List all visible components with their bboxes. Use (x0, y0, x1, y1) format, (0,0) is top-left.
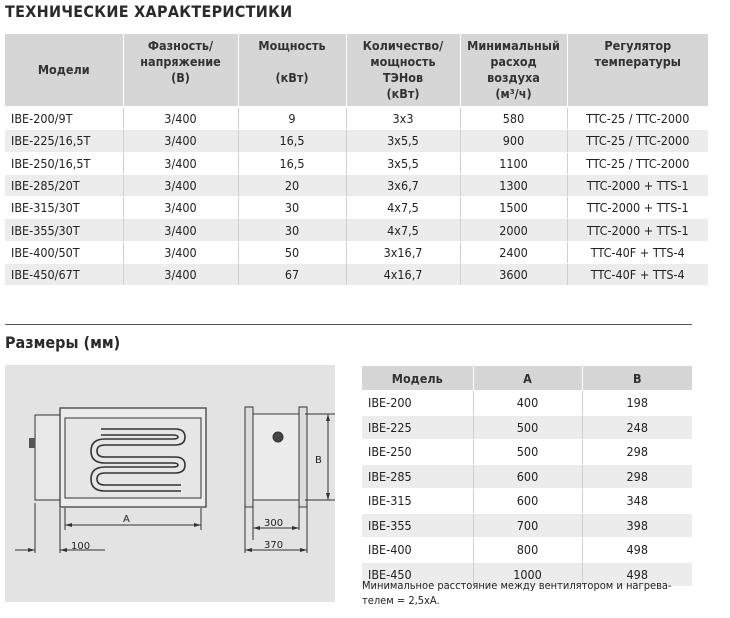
table-row (362, 440, 692, 465)
column-header: Модель (362, 366, 473, 391)
front-view (15, 408, 206, 553)
installation-note: Минимальное расстояние между вентилятором и нагрева- телем = 2,5хА. (362, 579, 672, 607)
table-cell: 1500 (460, 197, 567, 219)
table-cell: TTC-2000 + TTS-1 (567, 174, 708, 196)
table-cell: 67 (238, 264, 346, 286)
table-cell: 3/400 (123, 219, 238, 241)
table-cell: 3/400 (123, 197, 238, 219)
table-cell: 3x5,5 (346, 152, 460, 174)
table-cell: TTC-25 / TTC-2000 (567, 152, 708, 174)
table-row (362, 464, 692, 489)
table-cell: 298 (582, 464, 692, 489)
table-cell: 9 (238, 107, 346, 130)
dim-370: 370 (264, 540, 284, 551)
column-header: Регулятор температуры (567, 34, 708, 107)
table-cell: 3/400 (123, 241, 238, 263)
table-cell: 2400 (460, 241, 567, 263)
table-cell: 3/400 (123, 174, 238, 196)
table-cell: IBE-250 (362, 440, 473, 465)
table-cell: 30 (238, 219, 346, 241)
table-row (362, 489, 692, 514)
table-cell: 398 (582, 513, 692, 538)
section-divider (5, 324, 692, 325)
table-cell: 1000 (473, 562, 582, 587)
table-row (5, 241, 708, 263)
table-cell: 900 (460, 130, 567, 152)
table-cell: 50 (238, 241, 346, 263)
arrow-icon (253, 526, 260, 530)
table-cell: TTC-25 / TTC-2000 (567, 130, 708, 152)
arrow-icon (194, 523, 201, 527)
table-row (5, 219, 708, 241)
column-header: Модели (5, 34, 123, 107)
table-cell: IBE-355/30T (5, 219, 123, 241)
table-cell: 1300 (460, 174, 567, 196)
page-title: ТЕХНИЧЕСКИЕ ХАРАКТЕРИСТИКИ (5, 2, 293, 21)
table-cell: IBE-250/16,5T (5, 152, 123, 174)
table-row (5, 197, 708, 219)
table-cell: 580 (460, 107, 567, 130)
arrow-icon (28, 548, 35, 552)
table-cell: IBE-225/16,5T (5, 130, 123, 152)
column-header: Минимальный расход воздуха (м³/ч) (460, 34, 567, 107)
table-cell: 248 (582, 415, 692, 440)
dimension-drawing (5, 365, 335, 602)
table-cell: 30 (238, 197, 346, 219)
arrow-icon (245, 548, 252, 552)
spec-body (5, 107, 708, 286)
table-cell: IBE-200 (362, 391, 473, 416)
table-cell: 600 (473, 464, 582, 489)
table-cell: IBE-355 (362, 513, 473, 538)
table-cell: 498 (582, 538, 692, 563)
table-cell: IBE-285/20T (5, 174, 123, 196)
spec-header-row (5, 34, 708, 107)
table-cell: 3x5,5 (346, 130, 460, 152)
table-row (5, 174, 708, 196)
table-cell: 1100 (460, 152, 567, 174)
table-row (362, 538, 692, 563)
table-cell: 3x6,7 (346, 174, 460, 196)
table-cell: 3/400 (123, 152, 238, 174)
dims-body (362, 391, 692, 587)
table-cell: 500 (473, 440, 582, 465)
table-cell: 3600 (460, 264, 567, 286)
table-row (5, 130, 708, 152)
table-cell: 400 (473, 391, 582, 416)
table-cell: 16,5 (238, 152, 346, 174)
table-cell: 3/400 (123, 130, 238, 152)
table-cell: 700 (473, 513, 582, 538)
table-row (5, 264, 708, 286)
arrow-icon (65, 523, 72, 527)
dims-header-row (362, 366, 692, 391)
table-cell: 198 (582, 391, 692, 416)
table-cell: 16,5 (238, 130, 346, 152)
table-cell: IBE-450/67T (5, 264, 123, 286)
table-cell: IBE-285 (362, 464, 473, 489)
arrow-icon (300, 548, 307, 552)
table-cell: IBE-400 (362, 538, 473, 563)
arrow-icon (60, 548, 67, 552)
table-row (362, 513, 692, 538)
arrow-icon (292, 526, 299, 530)
arrow-icon (326, 414, 330, 421)
table-cell: 3x16,7 (346, 241, 460, 263)
column-header: Фазность/ напряжение (В) (123, 34, 238, 107)
table-row (5, 152, 708, 174)
table-cell: 498 (582, 562, 692, 587)
table-cell: 800 (473, 538, 582, 563)
table-cell: 4x7,5 (346, 197, 460, 219)
table-cell: 4x7,5 (346, 219, 460, 241)
table-row (362, 415, 692, 440)
table-cell: IBE-400/50T (5, 241, 123, 263)
side-view (245, 407, 335, 553)
label-a: A (123, 514, 130, 525)
table-cell: 3/400 (123, 264, 238, 286)
table-cell: TTC-2000 + TTS-1 (567, 197, 708, 219)
table-row (5, 107, 708, 130)
table-cell: TTC-25 / TTC-2000 (567, 107, 708, 130)
table-cell: 298 (582, 440, 692, 465)
spec-table (5, 34, 708, 286)
table-cell: IBE-200/9T (5, 107, 123, 130)
dimensions-table (362, 366, 692, 587)
table-cell: IBE-315 (362, 489, 473, 514)
column-header: Мощность (кВт) (238, 34, 346, 107)
heater-schematic (5, 365, 335, 602)
dim-100: 100 (71, 541, 91, 552)
dimensions-title: Размеры (мм) (5, 333, 121, 352)
table-cell: 3/400 (123, 107, 238, 130)
dim-300: 300 (264, 518, 284, 529)
table-cell: 500 (473, 415, 582, 440)
table-cell: TTC-40F + TTS-4 (567, 241, 708, 263)
label-b: B (315, 455, 322, 466)
table-cell: 2000 (460, 219, 567, 241)
column-header: B (582, 366, 692, 391)
table-cell: IBE-315/30T (5, 197, 123, 219)
table-cell: 4x16,7 (346, 264, 460, 286)
column-header: A (473, 366, 582, 391)
table-cell: TTC-40F + TTS-4 (567, 264, 708, 286)
table-cell: 3x3 (346, 107, 460, 130)
table-cell: IBE-450 (362, 562, 473, 587)
table-cell: 600 (473, 489, 582, 514)
table-row (362, 391, 692, 416)
table-cell: IBE-225 (362, 415, 473, 440)
table-cell: 20 (238, 174, 346, 196)
column-header: Количество/ мощность ТЭНов (кВт) (346, 34, 460, 107)
arrow-icon (326, 493, 330, 500)
table-cell: 348 (582, 489, 692, 514)
table-cell: TTC-2000 + TTS-1 (567, 219, 708, 241)
